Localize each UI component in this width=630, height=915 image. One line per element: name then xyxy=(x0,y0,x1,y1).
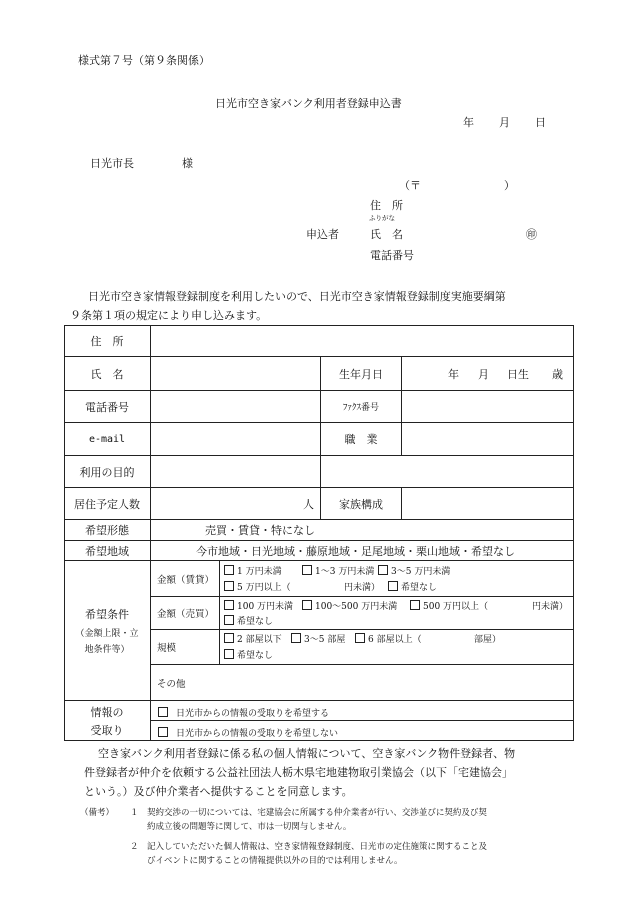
info-option-decline[interactable]: 日光市からの情報の受取りを希望しない xyxy=(158,726,338,739)
age-label: 歳 xyxy=(552,367,563,381)
rent-option-4-suffix: 円未満） xyxy=(344,583,381,593)
rent-option-2[interactable]: 1～3 万円未満 xyxy=(302,564,374,577)
area-label: 希望地域 xyxy=(85,544,129,558)
size-label: 規模 xyxy=(157,643,177,654)
rent-option-3[interactable]: 3～5 万円未満 xyxy=(378,564,450,577)
residents-label: 居住予定人数 xyxy=(74,497,140,511)
rent-label: 金額（賃貸） xyxy=(157,574,215,586)
applicant-name-label: 氏 名 xyxy=(370,228,403,241)
rent-option-4[interactable]: 5 万円以上（ xyxy=(224,580,291,593)
postal-open: （〒 xyxy=(399,179,421,192)
form-label: 希望形態 xyxy=(85,524,129,537)
seal-mark: ㊞ xyxy=(526,228,537,241)
form-number: 様式第７号（第９条関係） xyxy=(78,54,210,67)
sale-label: 金額（売買） xyxy=(157,609,215,620)
conditions-note-1: （金額上限・立 xyxy=(75,629,139,639)
sale-option-1[interactable]: 100 万円未満 xyxy=(224,599,293,612)
note-2-line-2: びイベントに関することの情報提供以外の目的では利用しません。 xyxy=(147,856,403,866)
email-field[interactable] xyxy=(151,423,320,455)
applicant-phone-label: 電話番号 xyxy=(370,249,414,262)
size-option-3-suffix: 部屋） xyxy=(474,635,502,645)
addressee-mayor: 日光市長 xyxy=(90,157,134,170)
consent-line-3: という。）及び仲介業者へ提供することを同意します。 xyxy=(84,785,353,798)
applicant-label: 申込者 xyxy=(306,228,339,241)
other-label: その他 xyxy=(157,678,186,690)
name-label: 氏 名 xyxy=(90,367,124,381)
birthdate-field[interactable] xyxy=(402,357,573,390)
address-field[interactable] xyxy=(151,326,573,356)
note-1-line-1: 契約交渉の一切については、宅建協会に所属する仲介業者が行い、交渉並びに契約及び契 xyxy=(147,808,487,818)
consent-line-2: 件登録者が仲介を依頼する公益社団法人栃木県宅地建物取引業協会（以下「宅建協会」 xyxy=(84,766,513,779)
note-1-number: １ xyxy=(130,808,139,818)
purpose-field[interactable] xyxy=(151,456,573,487)
size-option-2[interactable]: 3～5 部屋 xyxy=(291,632,345,645)
size-option-3[interactable]: 6 部屋以上（ xyxy=(355,632,422,645)
name-field[interactable] xyxy=(151,357,320,390)
furigana-label: ふりがな xyxy=(369,214,395,222)
purpose-label: 利用の目的 xyxy=(79,465,135,479)
consent-line-1: 空き家バンク利用者登録に係る私の個人情報について、空き家バンク物件登録者、物 xyxy=(98,747,516,760)
date-month-label: 月 xyxy=(499,116,510,129)
conditions-label: 希望条件 xyxy=(85,608,129,621)
date-year-label: 年 xyxy=(463,116,474,129)
rent-option-5[interactable]: 希望なし xyxy=(388,580,437,593)
sale-option-3[interactable]: 500 万円以上（ xyxy=(410,599,488,612)
size-option-1[interactable]: 2 部屋以下 xyxy=(224,632,282,645)
occupation-label: 職 業 xyxy=(344,433,378,446)
birth-day-label: 日生 xyxy=(507,367,529,381)
fax-label: ﾌｧｸｽ番号 xyxy=(342,403,379,413)
person-unit: 人 xyxy=(303,497,314,511)
birth-month-label: 月 xyxy=(478,367,489,381)
sale-option-3-suffix: 円未満） xyxy=(532,602,569,612)
email-label: e-mail xyxy=(88,433,126,445)
area-options[interactable]: 今市地域・日光地域・藤原地域・足尾地域・栗山地域・希望なし xyxy=(196,544,515,558)
page-title: 日光市空き家バンク利用者登録申込書 xyxy=(215,97,402,110)
sale-option-2[interactable]: 100～500 万円未満 xyxy=(302,599,397,612)
info-label-1: 情報の xyxy=(90,705,124,719)
applicant-address-label: 住 所 xyxy=(370,199,403,212)
occupation-field[interactable] xyxy=(402,423,573,455)
info-label-group xyxy=(64,701,150,740)
rent-option-1[interactable]: 1 万円未満 xyxy=(224,564,282,577)
size-option-4[interactable]: 希望なし xyxy=(224,648,273,661)
form-options[interactable]: 売買・賃貸・特になし xyxy=(205,524,315,537)
residents-field[interactable] xyxy=(151,488,320,519)
note-1-line-2: 約成立後の問題等に関して、市は一切関与しません。 xyxy=(147,822,352,832)
phone-field[interactable] xyxy=(151,391,320,422)
birth-year-label: 年 xyxy=(448,367,459,381)
address-label: 住 所 xyxy=(90,335,124,348)
conditions-note-2: 地条件等） xyxy=(84,645,130,655)
phone-label: 電話番号 xyxy=(85,400,129,414)
birthdate-label: 生年月日 xyxy=(339,367,383,381)
note-2-number: ２ xyxy=(130,842,139,852)
info-label-2: 受取り xyxy=(90,723,124,737)
family-label: 家族構成 xyxy=(339,497,383,511)
info-option-receive[interactable]: 日光市からの情報の受取りを希望する xyxy=(158,706,329,719)
other-field[interactable] xyxy=(220,665,573,700)
date-day-label: 日 xyxy=(535,116,546,129)
intro-line-1: 日光市空き家情報登録制度を利用したいので、日光市空き家情報登録制度実施要綱第 xyxy=(88,290,506,303)
note-2-line-1: 記入していただいた個人情報は、空き家情報登録制度、日光市の定住施策に関すること及 xyxy=(147,842,488,852)
addressee-honorific: 様 xyxy=(182,157,193,170)
fax-field[interactable] xyxy=(402,391,573,422)
conditions-label-group xyxy=(64,561,150,700)
postal-close: ） xyxy=(504,179,515,192)
sale-option-4[interactable]: 希望なし xyxy=(224,614,273,627)
intro-line-2: ９条第１項の規定により申し込みます。 xyxy=(70,309,268,322)
notes-label: （備考） xyxy=(80,808,115,818)
family-field[interactable] xyxy=(402,488,573,519)
